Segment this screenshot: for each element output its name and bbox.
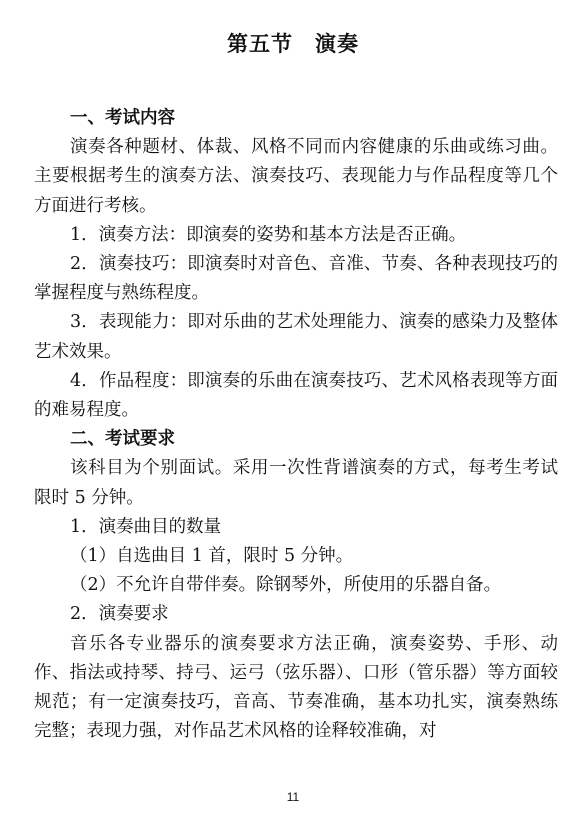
paragraph-method: 1．演奏方法：即演奏的姿势和基本方法是否正确。 bbox=[70, 224, 467, 245]
paragraph-accompaniment: （2）不允许自带伴奏。除钢琴外，所使用的乐器自备。 bbox=[70, 575, 502, 596]
section-heading-exam-content: 一、考试内容 bbox=[70, 108, 175, 128]
section-heading-exam-requirements: 二、考试要求 bbox=[70, 429, 175, 450]
paragraph-technique: 2．演奏技巧：即演奏时对音色、音准、节奏、各种表现技巧的掌握程度与熟练程度。 bbox=[34, 254, 558, 304]
page-title: 第五节 演奏 bbox=[227, 32, 359, 56]
document-body bbox=[34, 104, 558, 746]
paragraph-performance-requirements-heading: 2．演奏要求 bbox=[70, 604, 169, 625]
page-number: 11 bbox=[286, 790, 300, 804]
paragraph-intro: 演奏各种题材、体裁、风格不同而内容健康的乐曲或练习曲。主要根据考生的演奏方法、演奏技巧、表现能力与作品程度等几个方面进行考核。 bbox=[34, 137, 558, 216]
paragraph-exam-format: 该科目为个别面试。采用一次性背谱演奏的方式，每考生考试限时 5 分钟。 bbox=[34, 458, 558, 508]
paragraph-repertoire-count: 1．演奏曲目的数量 bbox=[70, 516, 222, 537]
paragraph-expression: 3．表现能力：即对乐曲的艺术处理能力、演奏的感染力及整体艺术效果。 bbox=[34, 312, 558, 362]
paragraph-difficulty: 4．作品程度：即演奏的乐曲在演奏技巧、艺术风格表现等方面的难易程度。 bbox=[34, 370, 558, 421]
paragraph-performance-requirements: 音乐各专业器乐的演奏要求方法正确，演奏姿势、手形、动作、指法或持琴、持弓、运弓（弦乐器）、口形（管乐器）等方面较规范；有一定演奏技巧，音高、节奏准确，基本功扎实，演奏熟练完整；表现力强，对作品艺术风格的诠释较准确，对 bbox=[34, 633, 558, 742]
paragraph-self-selected: （1）自选曲目 1 首，限时 5 分钟。 bbox=[70, 546, 354, 567]
